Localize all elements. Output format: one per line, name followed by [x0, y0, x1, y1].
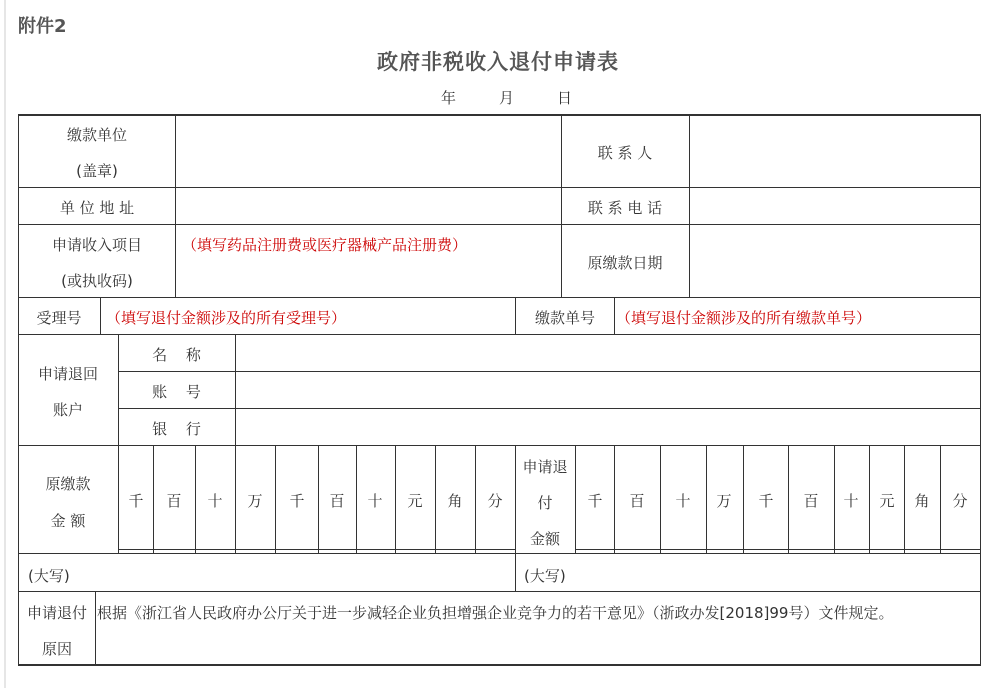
table-line — [614, 445, 615, 554]
table-line — [18, 445, 981, 446]
table-line — [18, 664, 981, 666]
refund-amount-label-line2: 付 — [537, 494, 553, 512]
orig-digit-unit: 十 — [367, 492, 383, 510]
refund-account-label-line2: 账户 — [52, 401, 84, 419]
account-name-field[interactable] — [237, 336, 979, 370]
orig-digit-unit: 万 — [247, 492, 263, 510]
table-line — [475, 445, 476, 554]
table-line — [614, 297, 615, 335]
payment-slip-no-hint[interactable]: （填写退付金额涉及的所有缴款单号） — [616, 309, 872, 327]
table-line — [18, 553, 981, 554]
table-line — [318, 445, 319, 554]
refund-digit-unit: 千 — [587, 492, 603, 510]
table-line — [118, 408, 981, 409]
payer-unit-sublabel: (盖章) — [76, 162, 118, 180]
bank-label: 银 行 — [152, 420, 208, 438]
refund-digit-unit: 千 — [758, 492, 774, 510]
table-line — [515, 445, 516, 592]
table-line — [788, 445, 789, 554]
acceptance-no-hint[interactable]: （填写退付金额涉及的所有受理号） — [106, 309, 347, 327]
orig-digit-unit: 千 — [289, 492, 305, 510]
table-line — [118, 549, 515, 550]
table-line — [18, 187, 981, 188]
refund-digit-unit: 分 — [952, 492, 968, 510]
table-line — [575, 445, 576, 554]
table-line — [356, 445, 357, 554]
date-year: 年 — [441, 89, 457, 107]
original-uppercase-label: (大写) — [28, 567, 70, 585]
reason-text[interactable]: 根据《浙江省人民政府办公厅关于进一步减轻企业负担增强企业竞争力的若干意见》（浙政办发[2018]99号）文件规定。 — [97, 604, 894, 622]
refund-account-label-line1: 申请退回 — [37, 365, 99, 383]
refund-digit-unit: 十 — [843, 492, 859, 510]
orig-digit-unit: 千 — [128, 492, 144, 510]
form-title: 政府非税收入退付申请表 — [377, 50, 619, 74]
date-month: 月 — [499, 89, 515, 107]
contact-field[interactable] — [691, 116, 979, 186]
bank-field[interactable] — [237, 410, 979, 444]
refund-digit-unit: 元 — [879, 492, 895, 510]
account-number-label: 账 号 — [152, 383, 208, 401]
original-pay-date-label: 原缴款日期 — [587, 254, 663, 272]
table-line — [153, 445, 154, 554]
table-line — [575, 549, 981, 550]
table-line — [706, 445, 707, 554]
original-uppercase-field[interactable] — [80, 555, 514, 590]
original-pay-date-field[interactable] — [691, 226, 979, 296]
table-line — [515, 297, 516, 335]
refund-digit-unit: 百 — [629, 492, 645, 510]
original-amount-label-line1: 原缴款 — [45, 475, 91, 493]
contact-phone-field[interactable] — [691, 189, 979, 223]
table-line — [175, 114, 176, 298]
reason-label-line2: 原因 — [41, 640, 73, 658]
table-line — [689, 114, 690, 298]
table-line — [743, 445, 744, 554]
table-line — [980, 114, 981, 666]
table-line — [18, 224, 981, 225]
table-line — [940, 445, 941, 554]
orig-digit-unit: 十 — [207, 492, 223, 510]
orig-digit-unit: 元 — [407, 492, 423, 510]
payer-unit-label: 缴款单位 — [66, 126, 128, 144]
payment-slip-no-label: 缴款单号 — [534, 309, 596, 327]
refund-uppercase-field[interactable] — [576, 555, 979, 590]
table-line — [18, 334, 981, 335]
orig-digit-unit: 分 — [487, 492, 503, 510]
table-line — [235, 334, 236, 446]
income-item-hint[interactable]: （填写药品注册费或医疗器械产品注册费） — [182, 236, 468, 254]
acceptance-no-label: 受理号 — [36, 309, 82, 327]
table-line — [834, 445, 835, 554]
orig-digit-unit: 百 — [329, 492, 345, 510]
unit-address-field[interactable] — [177, 189, 560, 223]
refund-digit-unit: 百 — [803, 492, 819, 510]
table-line — [100, 297, 101, 335]
table-line — [561, 114, 562, 298]
refund-digit-unit: 万 — [716, 492, 732, 510]
income-item-label: 申请收入项目 — [51, 236, 143, 254]
original-amount-label-line2: 金 额 — [50, 512, 86, 530]
table-line — [235, 445, 236, 554]
table-line — [904, 445, 905, 554]
table-line — [869, 445, 870, 554]
orig-digit-unit: 百 — [166, 492, 182, 510]
table-line — [95, 591, 96, 665]
table-line — [18, 297, 981, 298]
table-line — [195, 445, 196, 554]
refund-uppercase-label: (大写) — [524, 567, 566, 585]
income-item-sublabel: (或执收码) — [61, 272, 133, 290]
contact-phone-label: 联 系 电 话 — [587, 199, 663, 217]
table-line — [435, 445, 436, 554]
table-line — [18, 114, 19, 666]
contact-label: 联 系 人 — [597, 144, 653, 162]
table-line — [275, 445, 276, 554]
refund-amount-label-line3: 金额 — [529, 530, 561, 548]
account-name-label: 名 称 — [152, 346, 208, 364]
attachment-label: 附件2 — [18, 16, 67, 37]
table-line — [118, 371, 981, 372]
refund-amount-label-line1: 申请退 — [522, 458, 568, 476]
table-line — [118, 334, 119, 554]
unit-address-label: 单 位 地 址 — [59, 199, 135, 217]
refund-digit-unit: 角 — [914, 492, 930, 510]
refund-digit-unit: 十 — [675, 492, 691, 510]
table-line — [18, 591, 981, 592]
table-line — [660, 445, 661, 554]
orig-digit-unit: 角 — [447, 492, 463, 510]
table-line — [395, 445, 396, 554]
reason-label-line1: 申请退付 — [26, 604, 88, 622]
account-number-field[interactable] — [237, 373, 979, 407]
payer-unit-field[interactable] — [177, 116, 560, 186]
date-day: 日 — [557, 89, 573, 107]
